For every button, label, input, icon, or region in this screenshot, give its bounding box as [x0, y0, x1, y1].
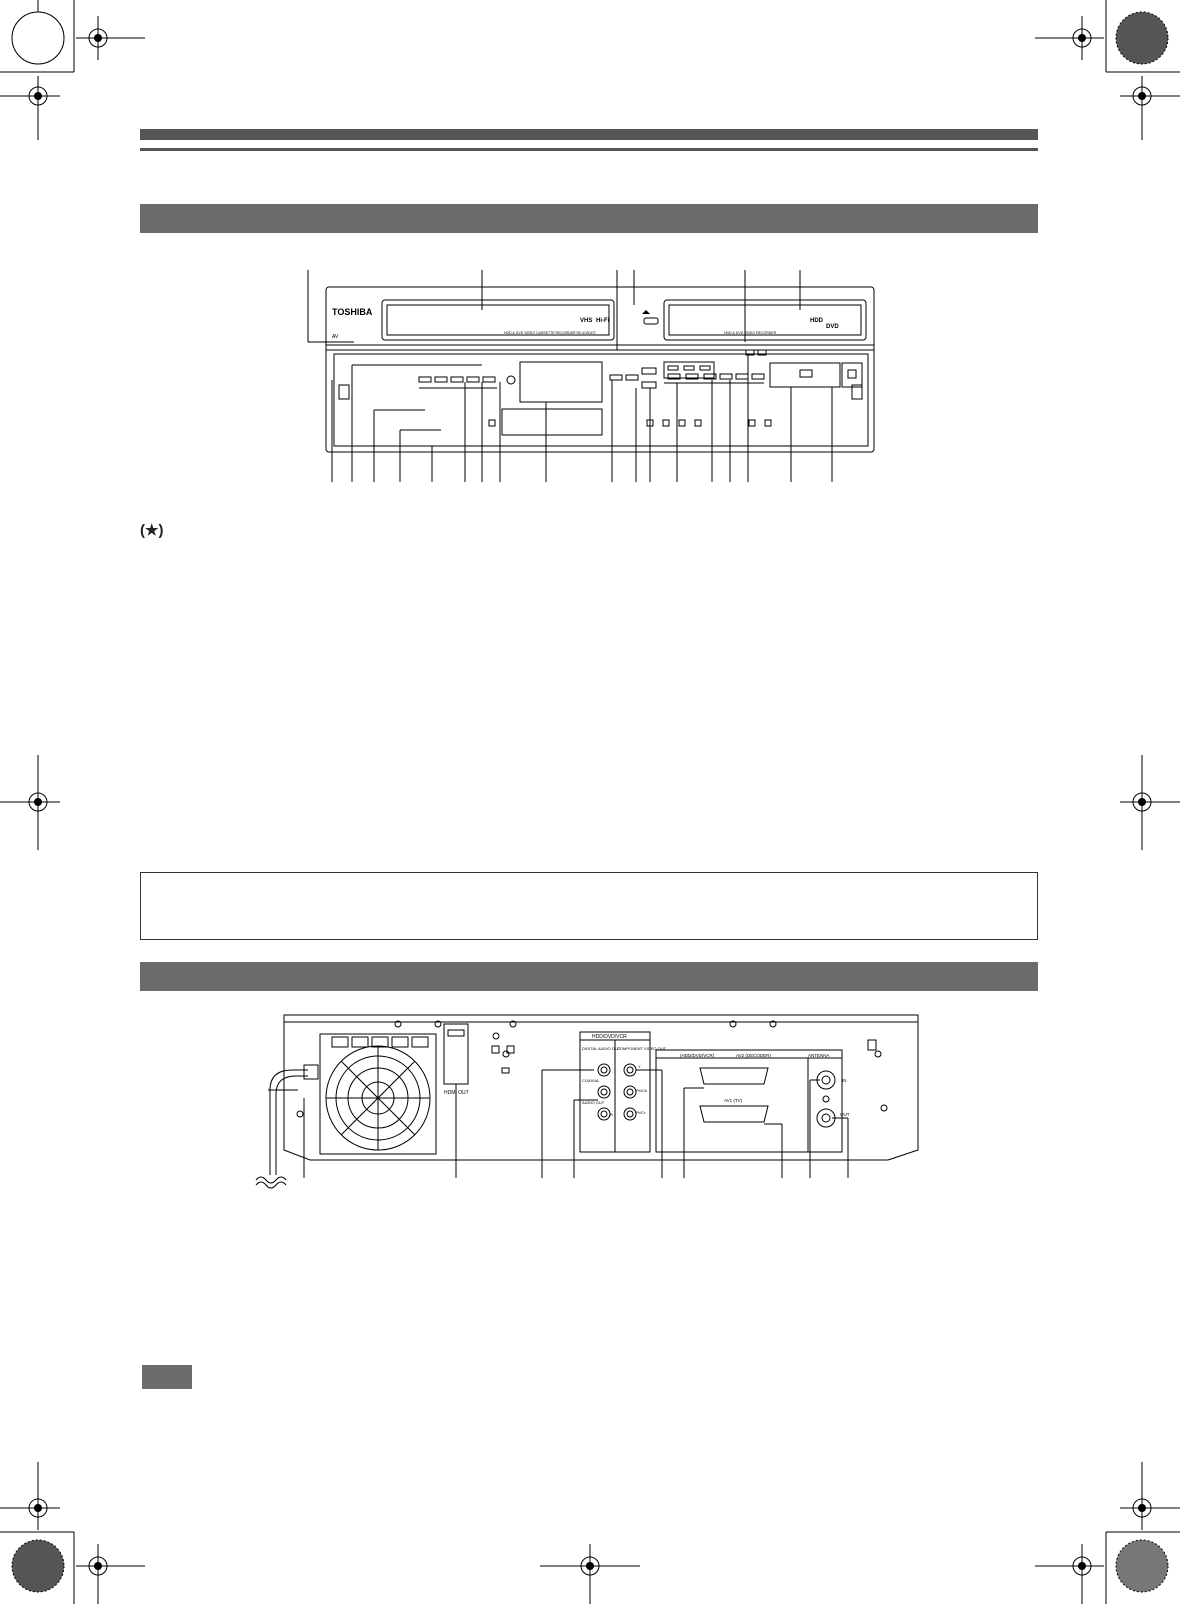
header-rule-thin [140, 148, 1038, 151]
header-rule-thick [140, 129, 1038, 140]
rear-group-hdd-dvd-vcr: HDD/DVD/VCR [592, 1034, 627, 1040]
rear-pb-cb: Pb/Cb [636, 1088, 648, 1093]
rear-out: OUT [840, 1112, 850, 1117]
front-panel-diagram [292, 270, 892, 500]
rear-digital-audio-out: DIGITAL AUDIO OUT [582, 1046, 621, 1051]
note-box [140, 872, 1038, 940]
rear-hdmi-out: HDMI OUT [444, 1090, 469, 1096]
rear-panel-diagram [248, 1010, 928, 1210]
rear-av2: AV2 (DECODER) [736, 1053, 771, 1058]
rear-antenna: ANTENNA [808, 1053, 830, 1058]
front-logo-hifi: Hi-Fi [596, 318, 610, 324]
note-tag [142, 1365, 192, 1389]
rear-component-video-out: COMPONENT VIDEO OUT [617, 1046, 667, 1051]
rear-panel-section-bar [140, 962, 1038, 991]
star-marker: (★) [140, 522, 164, 539]
front-vhs-caption: HDD & DVD VIDEO CASSETTE RECORDER RD-KV51DT [504, 331, 596, 335]
rear-audio-out: AUDIO OUT [582, 1100, 605, 1105]
rear-pr-cr: Pr/Cr [636, 1110, 646, 1115]
rear-r: R [610, 1112, 613, 1117]
rear-scart-hdd: (HDD/DVD/VCR) [680, 1053, 715, 1058]
front-av-label: AV [332, 334, 339, 340]
front-logo-dvd: DVD [826, 324, 839, 330]
front-logo-vhs: VHS [580, 318, 593, 324]
rear-av1: AV1 (TV) [724, 1098, 743, 1103]
front-brand: TOSHIBA [332, 307, 373, 317]
front-dvd-caption: HDD & DVD VIDEO RECORDER [724, 331, 777, 335]
rear-coaxial: COAXIAL [582, 1078, 600, 1083]
rear-y: Y [638, 1064, 641, 1069]
front-logo-hdd: HDD [810, 318, 823, 324]
front-panel-section-bar [140, 204, 1038, 233]
rear-in: IN [842, 1078, 847, 1083]
